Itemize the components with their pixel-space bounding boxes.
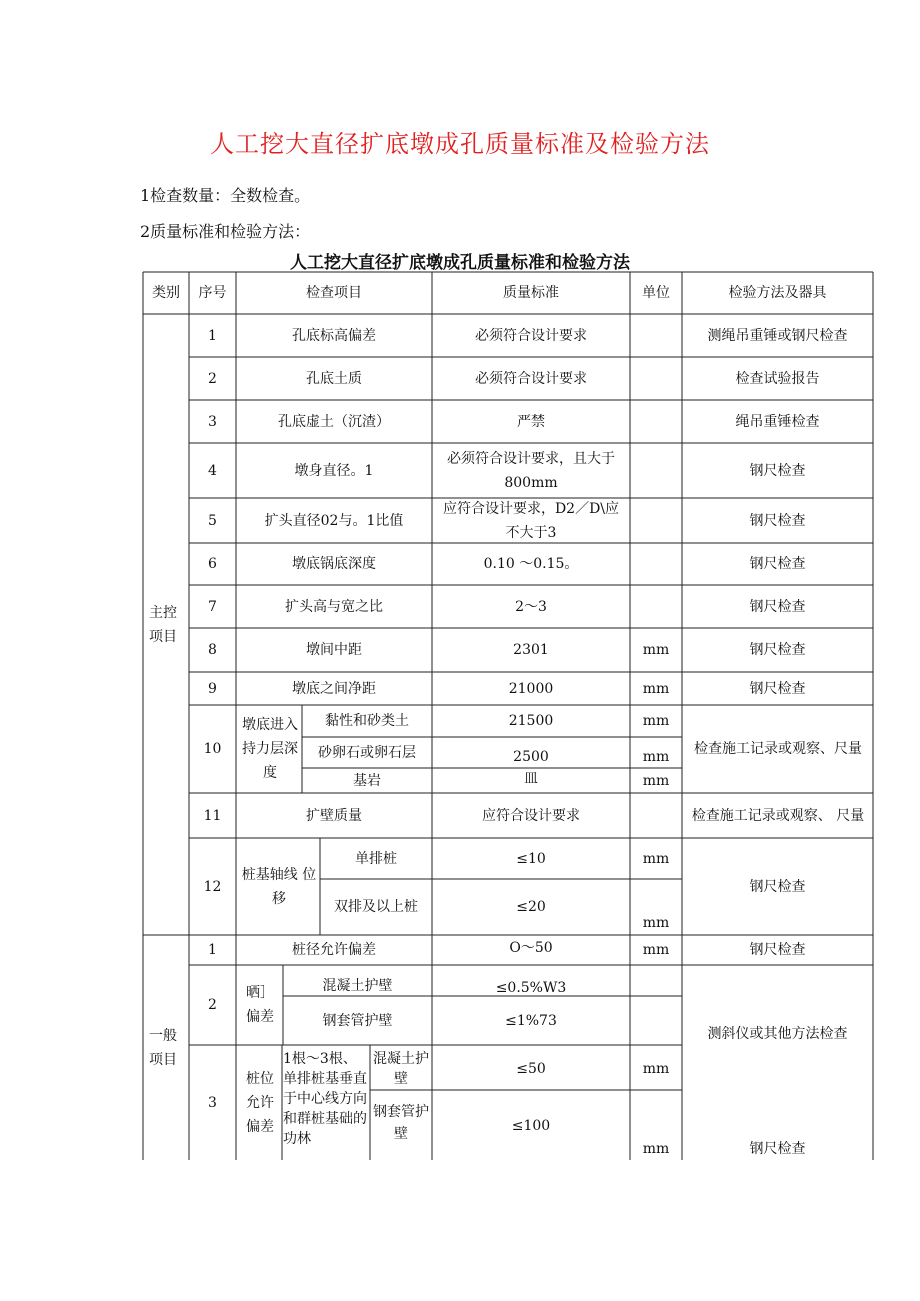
header-standard: 质量标准: [503, 285, 559, 301]
sub-standard: ≤20: [516, 899, 546, 915]
row-number: 4: [208, 462, 217, 479]
row-item: 孔底标高偏差: [292, 327, 376, 344]
category-general-label: 一般项目: [149, 1027, 177, 1068]
row-item: 墩底锅底深度: [292, 556, 376, 572]
row-method: 检查施工记录或观察、尺量: [694, 741, 862, 757]
sub-item: 单排桩: [355, 850, 397, 867]
row-number: 12: [203, 878, 222, 895]
row-standard: 必须符合设计要求: [475, 370, 587, 387]
row-item: 墩身直径。1: [294, 462, 374, 479]
row-method: 钢尺检查: [749, 942, 806, 958]
row-standard: 0.10 ～0.15。: [483, 556, 579, 572]
sub-item: 双排及以上桩: [334, 899, 418, 915]
row-method: 测斜仪或其他方法检查: [707, 1026, 848, 1042]
sub-standard: 21500: [508, 713, 554, 729]
row-number: 1: [208, 327, 217, 344]
row-method: 检查施工记录或观察、 尺量: [691, 807, 865, 824]
header-number: 序号: [198, 285, 227, 301]
sub-item: 黏性和砂类土: [325, 713, 409, 729]
header-unit: 单位: [642, 285, 670, 301]
row-unit: [630, 400, 682, 443]
row-unit: [630, 498, 682, 543]
sub-item: 砂卵石或卵石层: [318, 744, 416, 761]
row-item: 孔底虚土（沉渣）: [278, 413, 390, 430]
row-standard: 应符合设计要求: [482, 807, 580, 824]
sub-unit: mm: [642, 914, 670, 931]
sub-standard: ≤1%73: [505, 1012, 557, 1029]
row-standard: 必须符合设计要求，且大于800mm: [447, 450, 615, 491]
row-standard: 应符合设计要求，D2／D\应不大于3: [442, 500, 620, 541]
row-unit: [630, 443, 682, 498]
row-method: 钢尺检查: [749, 556, 806, 572]
row-number: 6: [208, 556, 217, 572]
row-method: 检查试验报告: [735, 370, 820, 387]
row-number: 10: [203, 741, 222, 757]
sub-item: 混凝土护壁: [373, 1051, 429, 1087]
sub-unit: mm: [642, 1141, 670, 1157]
row-unit: [630, 314, 682, 357]
sub-item: 基岩: [353, 772, 381, 789]
row-number: 1: [208, 942, 217, 958]
row-item: 扩头高与宽之比: [285, 598, 383, 615]
sub-standard: ≤0.5%W3: [495, 979, 567, 996]
row-method: 绳吊重锤检查: [735, 413, 820, 430]
row-number: 9: [208, 680, 217, 697]
sub-unit: mm: [642, 713, 670, 729]
inspection-quantity-line: 1检查数量：全数检查。: [140, 186, 311, 205]
row-standard: 21000: [508, 680, 554, 697]
row-number: 2: [208, 997, 217, 1013]
sub-unit: mm: [642, 850, 670, 867]
row-standard: 2301: [513, 642, 549, 658]
header-item: 检查项目: [306, 285, 362, 301]
row-method: 钢尺检查: [749, 680, 806, 697]
quality-standard-line: 2质量标准和检验方法：: [140, 222, 311, 241]
sub-standard: ≤50: [516, 1061, 546, 1077]
row-method: 钢尺检查: [749, 1141, 806, 1157]
row-item: 扩头直径02与。1比值: [264, 512, 404, 529]
row-number: 8: [208, 642, 217, 658]
row-item: 孔底土质: [306, 370, 362, 387]
row-group-label: 桩位允许偏差: [246, 1070, 274, 1135]
header-method: 检验方法及器具: [728, 285, 827, 301]
row-number: 7: [208, 598, 217, 615]
row-item: 墩底之间净距: [292, 680, 376, 697]
row-method: 钢尺检查: [749, 642, 806, 658]
row-unit: mm: [642, 680, 670, 697]
row-unit: [630, 585, 682, 628]
sub-unit: mm: [642, 748, 670, 765]
row-standard: 2～3: [515, 598, 547, 615]
row-method: 钢尺检查: [749, 878, 806, 895]
row-group-label: 桩基轴线 位移: [241, 866, 317, 907]
table-caption: 人工挖大直径扩底墩成孔质量标准和检验方法: [290, 253, 630, 273]
row-group-label: 墩底进入持力层深度: [242, 717, 298, 781]
row-unit: [630, 543, 682, 585]
row-unit: mm: [642, 942, 670, 958]
sub-item: 混凝土护壁: [322, 977, 393, 994]
sub-standard: 皿: [524, 770, 538, 787]
row-unit: mm: [642, 642, 670, 658]
row-number: 5: [208, 512, 217, 529]
row-method: 钢尺检查: [749, 512, 806, 529]
sub-standard: ≤100: [511, 1118, 551, 1134]
sub-standard: 2500: [513, 748, 549, 765]
row-standard: 必须符合设计要求: [475, 327, 587, 344]
row-number: 2: [208, 370, 217, 387]
row-method: 钢尺检查: [749, 598, 806, 615]
row-standard: 严禁: [517, 413, 545, 430]
sub-unit: mm: [642, 772, 670, 789]
header-category: 类别: [152, 285, 180, 301]
row-description: 1根～3根、单排桩基垂直于中心线方向和群桩基础的功林: [283, 1051, 367, 1147]
row-item: 扩壁质量: [306, 807, 362, 824]
row-number: 3: [208, 1094, 217, 1111]
row-method: 钢尺检查: [749, 462, 806, 479]
sub-unit: mm: [642, 1061, 670, 1077]
row-number: 3: [208, 413, 217, 430]
row-unit: [630, 357, 682, 400]
sub-item: 钢套管护壁: [373, 1104, 429, 1142]
sub-standard: ≤10: [516, 850, 546, 867]
sub-item: 钢套管护壁: [322, 1012, 393, 1029]
row-standard: O～50: [509, 940, 553, 956]
category-main-label: 主控项目: [149, 604, 177, 645]
row-number: 11: [203, 807, 222, 824]
page-title: 人工挖大直径扩底墩成孔质量标准及检验方法: [210, 130, 710, 158]
row-item: 桩径允许偏差: [292, 942, 376, 958]
row-item: 墩间中距: [306, 642, 362, 658]
row-group-label: 晒］偏差: [246, 985, 274, 1025]
row-method: 测绳吊重锤或钢尺检查: [707, 327, 848, 344]
